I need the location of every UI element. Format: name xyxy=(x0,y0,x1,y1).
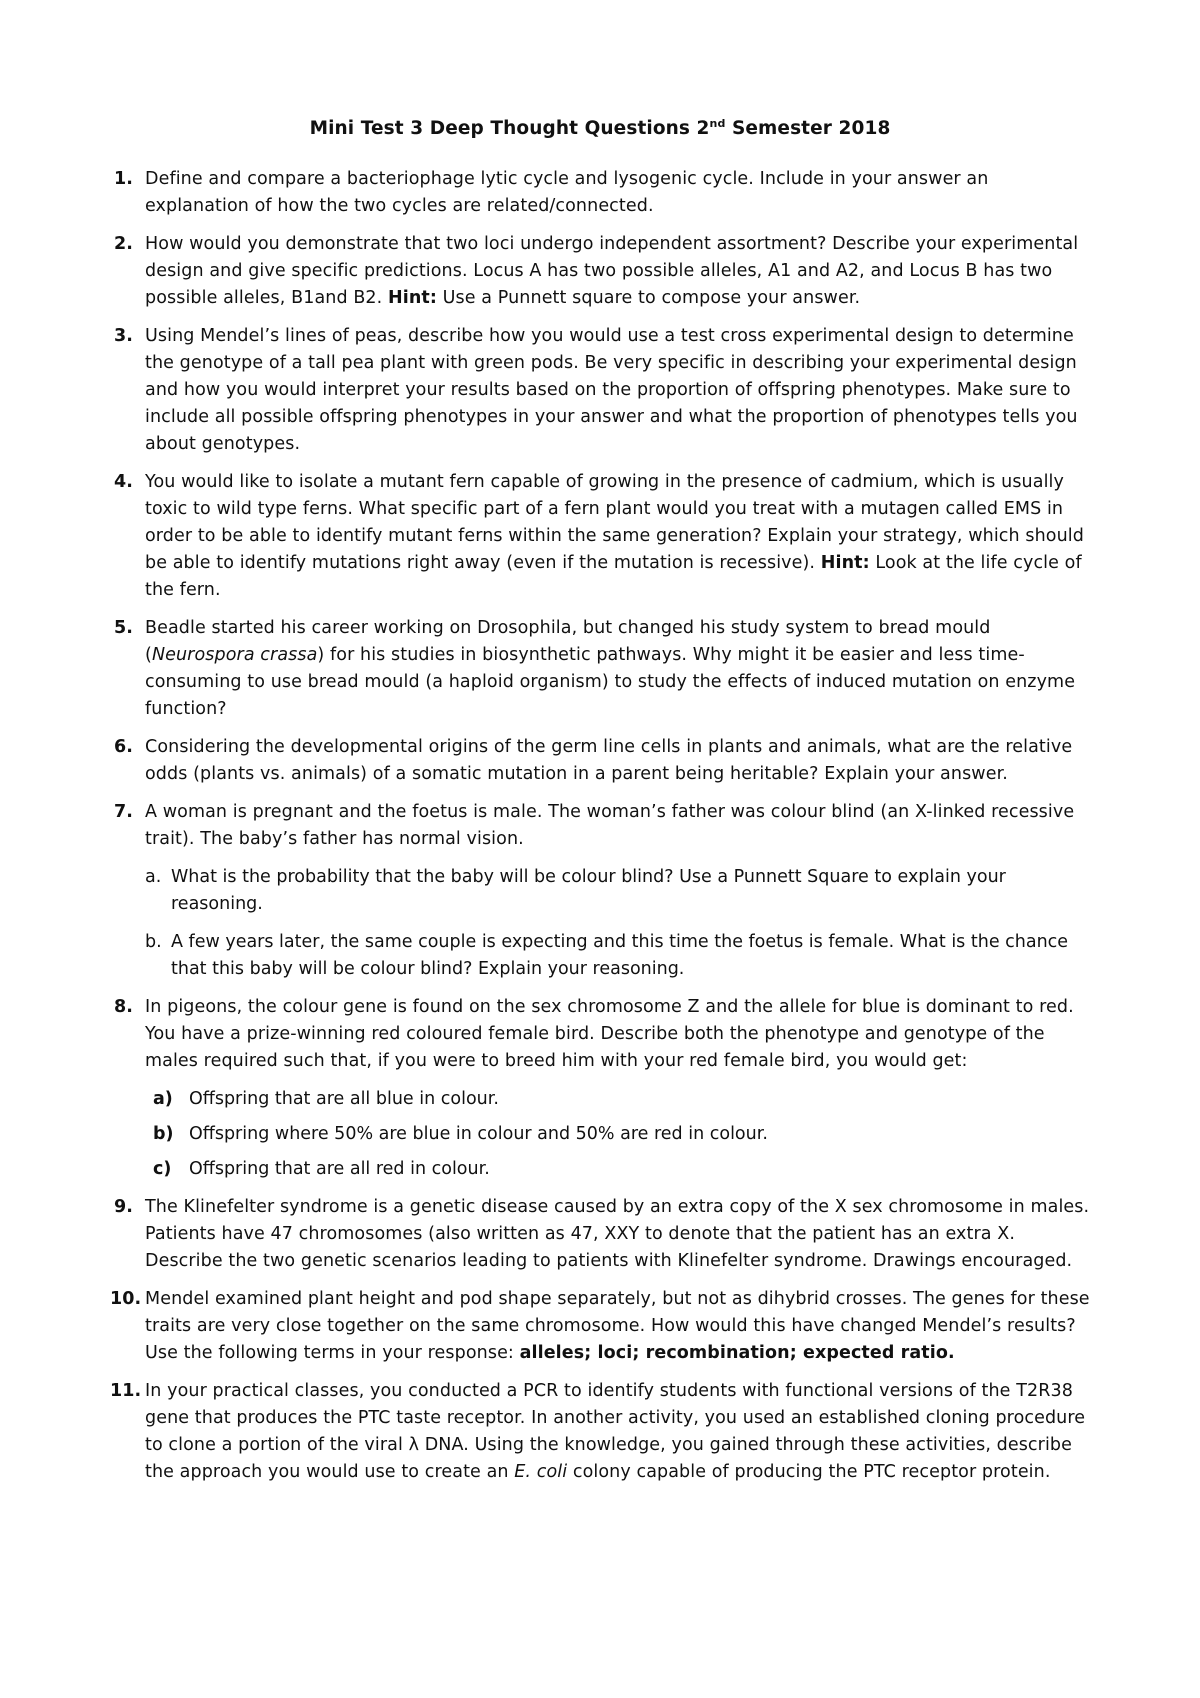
question-number: 7. xyxy=(114,802,134,822)
sub-label: b) xyxy=(153,1124,174,1144)
sub-label: a) xyxy=(153,1089,173,1109)
question-number: 6. xyxy=(114,737,134,757)
question-2 xyxy=(0,231,1200,312)
question-text-part: How would you demonstrate that two loci undergo independent assortment? Describe your experimental design and give specific predictions. Locus A has two possible alleles, A1 and A2, and Locus B has two possible alleles, B1and B2. xyxy=(145,234,1079,308)
question-8-part-a xyxy=(0,1086,1200,1113)
question-number: 3. xyxy=(114,326,134,346)
question-number: 4. xyxy=(114,472,134,492)
hint-label: Hint: xyxy=(820,553,870,573)
question-1 xyxy=(0,166,1200,220)
question-7-part-a xyxy=(0,864,1200,918)
hint-label: Hint: xyxy=(388,288,437,308)
question-number: 11. xyxy=(110,1381,142,1401)
question-3 xyxy=(0,323,1200,458)
question-text-part: You would like to isolate a mutant fern capable of growing in the presence of cadmium, which is usually toxic to wild type ferns. What specific part of a fern plant would you treat with a mutagen called EMS in order to be able to identify mutant ferns within the same generation? Explain your strategy, which should be able to identify mutations right away (even if the mutation is recessive). xyxy=(145,472,1084,573)
question-6 xyxy=(0,734,1200,788)
sub-text: Offspring that are all red in colour. xyxy=(189,1159,490,1179)
question-text: The Klinefelter syndrome is a genetic disease caused by an extra copy of the X sex chromosome in males. Patients have 47 chromosomes (also written as 47, XXY to denote that the patient has an extra X. Describe the two genetic scenarios leading to patients with Klinefelter syndrome. Drawings encouraged. xyxy=(145,1197,1090,1271)
question-text-part: Use a Punnett square to compose your answer. xyxy=(436,288,861,308)
question-text: Considering the developmental origins of the germ line cells in plants and animals, what are the relative odds (plants vs. animals) of a somatic mutation in a parent being heritable? Explain your answer. xyxy=(145,737,1073,784)
title-rest: Semester 2018 xyxy=(725,118,891,139)
species-name: Neurospora crassa xyxy=(151,645,318,665)
question-number: 8. xyxy=(114,997,134,1017)
question-text: Define and compare a bacteriophage lytic cycle and lysogenic cycle. Include in your answer an explanation of how the two cycles are related/connected. xyxy=(145,169,989,216)
sub-label: b. xyxy=(145,932,162,952)
sub-text: Offspring where 50% are blue in colour and 50% are red in colour. xyxy=(189,1124,768,1144)
question-text-part: colony capable of producing the PTC receptor protein. xyxy=(567,1462,1051,1482)
question-11 xyxy=(0,1378,1200,1486)
sub-label: a. xyxy=(145,867,162,887)
question-text xyxy=(145,615,1090,723)
question-text xyxy=(145,1378,1090,1486)
question-list xyxy=(0,166,1200,1497)
question-text-part: Beadle started his career working on Drosophila, but changed his study system to bread mould ( xyxy=(145,618,991,665)
question-text: A woman is pregnant and the foetus is male. The woman’s father was colour blind (an X-linked recessive trait). The baby’s father has normal vision. xyxy=(145,802,1075,849)
sub-text: What is the probability that the baby will be colour blind? Use a Punnett Square to explain your reasoning. xyxy=(171,867,1006,914)
title-superscript: nd xyxy=(709,116,726,130)
question-number: 10. xyxy=(110,1289,142,1309)
question-4 xyxy=(0,469,1200,604)
question-text xyxy=(145,1286,1090,1367)
question-8-part-c xyxy=(0,1156,1200,1183)
question-number: 1. xyxy=(114,169,134,189)
question-number: 9. xyxy=(114,1197,134,1217)
question-text-part: In your practical classes, you conducted a PCR to identify students with functional versions of the T2R38 gene that produces the PTC taste receptor. In another activity, you used an established cloning procedure to clone a portion of the viral λ DNA. Using the knowledge, you gained through these activities, describe the approach you would use to create an xyxy=(145,1381,1086,1482)
page-title xyxy=(0,118,1200,139)
question-text: In pigeons, the colour gene is found on the sex chromosome Z and the allele for blue is dominant to red. You have a prize-winning red coloured female bird. Describe both the phenotype and genotype of the males required such that, if you were to breed him with your red female bird, you would get: xyxy=(145,997,1074,1071)
species-name: E. coli xyxy=(514,1462,568,1482)
sub-text: A few years later, the same couple is expecting and this time the foetus is female. What is the chance that this baby will be colour blind? Explain your reasoning. xyxy=(171,932,1069,979)
question-number: 5. xyxy=(114,618,134,638)
title-main: Mini Test 3 Deep Thought Questions 2 xyxy=(309,118,710,139)
question-10 xyxy=(0,1286,1200,1367)
question-text: Using Mendel’s lines of peas, describe how you would use a test cross experimental design to determine the genotype of a tall pea plant with green pods. Be very specific in describing your experimental design and how you would interpret your results based on the proportion of offspring phenotypes. Make sure to include all possible offspring phenotypes in your answer and what the proportion of phenotypes tells you about genotypes. xyxy=(145,326,1078,454)
sub-label: c) xyxy=(153,1159,172,1179)
question-text-part: ) for his studies in biosynthetic pathways. Why might it be easier and less time-consuming to use bread mould (a haploid organism) to study the effects of induced mutation on enzyme function? xyxy=(145,645,1076,719)
question-7 xyxy=(0,799,1200,853)
question-5 xyxy=(0,615,1200,723)
question-8-part-b xyxy=(0,1121,1200,1148)
required-terms: alleles; loci; recombination; expected ratio. xyxy=(519,1343,955,1363)
question-number: 2. xyxy=(114,234,134,254)
question-text xyxy=(145,231,1090,312)
question-9 xyxy=(0,1194,1200,1275)
sub-text: Offspring that are all blue in colour. xyxy=(189,1089,499,1109)
question-7-part-b xyxy=(0,929,1200,983)
question-text-part: Mendel examined plant height and pod shape separately, but not as dihybrid crosses. The genes for these traits are very close together on the same chromosome. How would this have changed Mendel’s results? Use the following terms in your response: xyxy=(145,1289,1090,1363)
question-8 xyxy=(0,994,1200,1075)
question-text-part: Look at the life cycle of the fern. xyxy=(145,553,1082,600)
question-text xyxy=(145,469,1090,604)
